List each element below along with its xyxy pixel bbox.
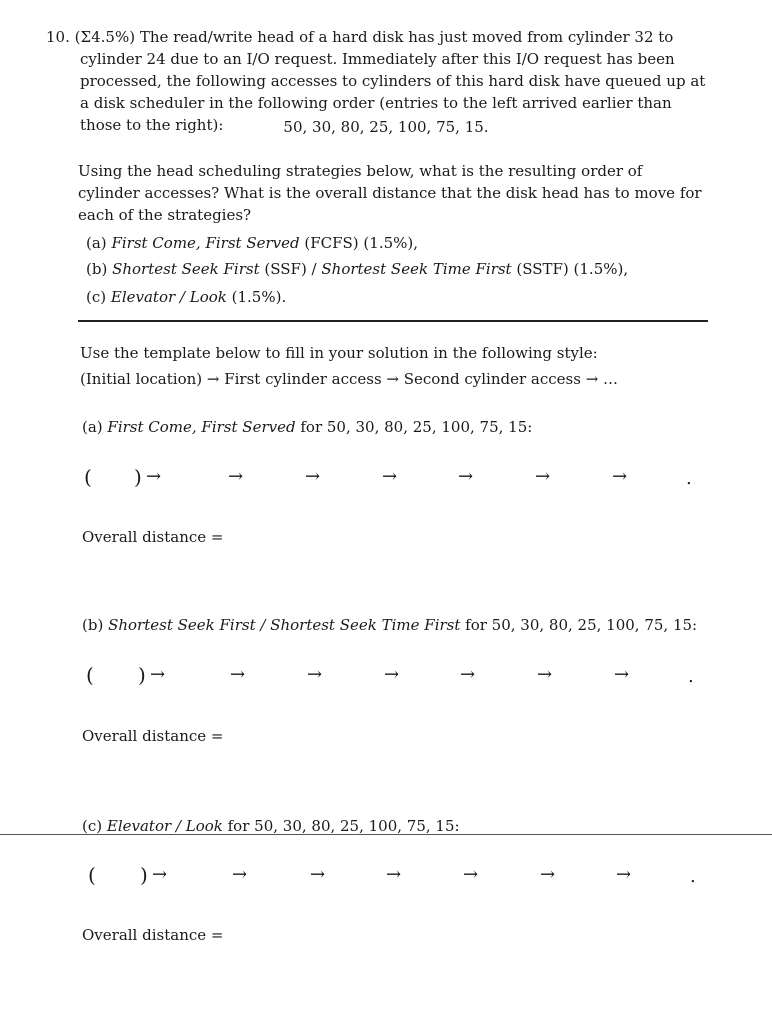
section-rest: for 50, 30, 80, 25, 100, 75, 15: <box>460 616 698 634</box>
answer-row-a[interactable] <box>0 466 772 496</box>
arrow-icon: → <box>232 864 248 885</box>
arrow-icon: → <box>614 664 630 685</box>
request-sequence: 50, 30, 80, 25, 100, 75, 15. <box>283 118 489 136</box>
template-instruction: Use the template below to fill in your solution in the following style: <box>80 344 598 362</box>
item-name: First Come, First Served <box>111 234 300 252</box>
section-letter: (c) <box>82 817 107 835</box>
section-divider <box>78 320 708 322</box>
close-paren: ) <box>140 863 148 887</box>
arrow-icon: → <box>463 864 479 885</box>
strategy-item-c <box>86 286 286 308</box>
arrow-icon: → <box>537 664 553 685</box>
question-prompt: Using the head scheduling strategies below, what is the resulting order of cylinder accesses? What is the overall distance that the disk head has to move for each of the strategies? <box>78 162 702 224</box>
arrow-icon: → <box>307 664 323 685</box>
item-letter: (b) <box>86 260 108 278</box>
open-paren: ( <box>84 465 92 489</box>
section-name: Shortest Seek First / Shortest Seek Time First <box>108 616 461 634</box>
arrow-icon: → <box>305 466 321 487</box>
arrow-icon: → <box>152 864 168 885</box>
row-end-period: . <box>688 666 694 687</box>
open-paren: ( <box>86 663 94 687</box>
item-name-2: Shortest Seek Time First <box>321 260 512 278</box>
strategy-item-a <box>86 232 418 254</box>
item-rest: (SSTF) (1.5%), <box>511 260 629 278</box>
answer-row-b[interactable] <box>0 664 772 694</box>
question-intro-text: (Σ4.5%) The read/write head of a hard disk has just moved from cylinder 32 to cylinder 24 due to an I/O request. Immediately after this I/O request has been processed, the following accesses to cylinders of this hard disk have queued up at a disk scheduler in the following order (entries to the left arrived earlier than those to the right): <box>74 28 706 134</box>
row-end-period: . <box>690 866 696 887</box>
section-name: Elevator / Look <box>106 817 223 835</box>
arrow-icon: → <box>612 466 628 487</box>
arrow-icon: → <box>616 864 632 885</box>
arrow-icon: → <box>386 864 402 885</box>
section-rest: for 50, 30, 80, 25, 100, 75, 15: <box>295 418 533 436</box>
arrow-icon: → <box>540 864 556 885</box>
section-letter: (a) <box>82 418 108 436</box>
arrow-icon: → <box>458 466 474 487</box>
item-name: Elevator / Look <box>110 288 227 306</box>
overall-distance-b[interactable]: Overall distance = <box>82 727 224 745</box>
overall-distance-c[interactable]: Overall distance = <box>82 926 224 944</box>
arrow-icon: → <box>228 466 244 487</box>
section-rest: for 50, 30, 80, 25, 100, 75, 15: <box>222 817 460 835</box>
arrow-icon: → <box>230 664 246 685</box>
close-paren: ) <box>134 465 142 489</box>
arrow-icon: → <box>146 466 162 487</box>
section-b-heading <box>82 614 697 636</box>
item-mid: (SSF) / <box>259 260 322 278</box>
arrow-icon: → <box>384 664 400 685</box>
overall-distance-a[interactable]: Overall distance = <box>82 528 224 546</box>
row-end-period: . <box>686 468 692 489</box>
section-name: First Come, First Served <box>107 418 296 436</box>
arrow-icon: → <box>150 664 166 685</box>
section-letter: (b) <box>82 616 109 634</box>
arrow-icon: → <box>460 664 476 685</box>
close-paren: ) <box>138 663 146 687</box>
arrow-icon: → <box>310 864 326 885</box>
answer-row-c[interactable] <box>0 864 772 894</box>
section-a-heading <box>82 416 532 438</box>
section-c-heading <box>82 815 460 837</box>
item-name: Shortest Seek First <box>112 260 260 278</box>
item-rest: (1.5%). <box>226 288 287 306</box>
open-paren: ( <box>88 863 96 887</box>
strategy-item-b <box>86 258 628 280</box>
item-letter: (c) <box>86 288 107 306</box>
arrow-icon: → <box>382 466 398 487</box>
item-rest: (FCFS) (1.5%), <box>299 234 418 252</box>
question-number: 10. <box>46 28 70 46</box>
item-letter: (a) <box>86 234 107 252</box>
arrow-icon: → <box>535 466 551 487</box>
template-style: (Initial location) → First cylinder access → Second cylinder access → … <box>80 370 619 388</box>
